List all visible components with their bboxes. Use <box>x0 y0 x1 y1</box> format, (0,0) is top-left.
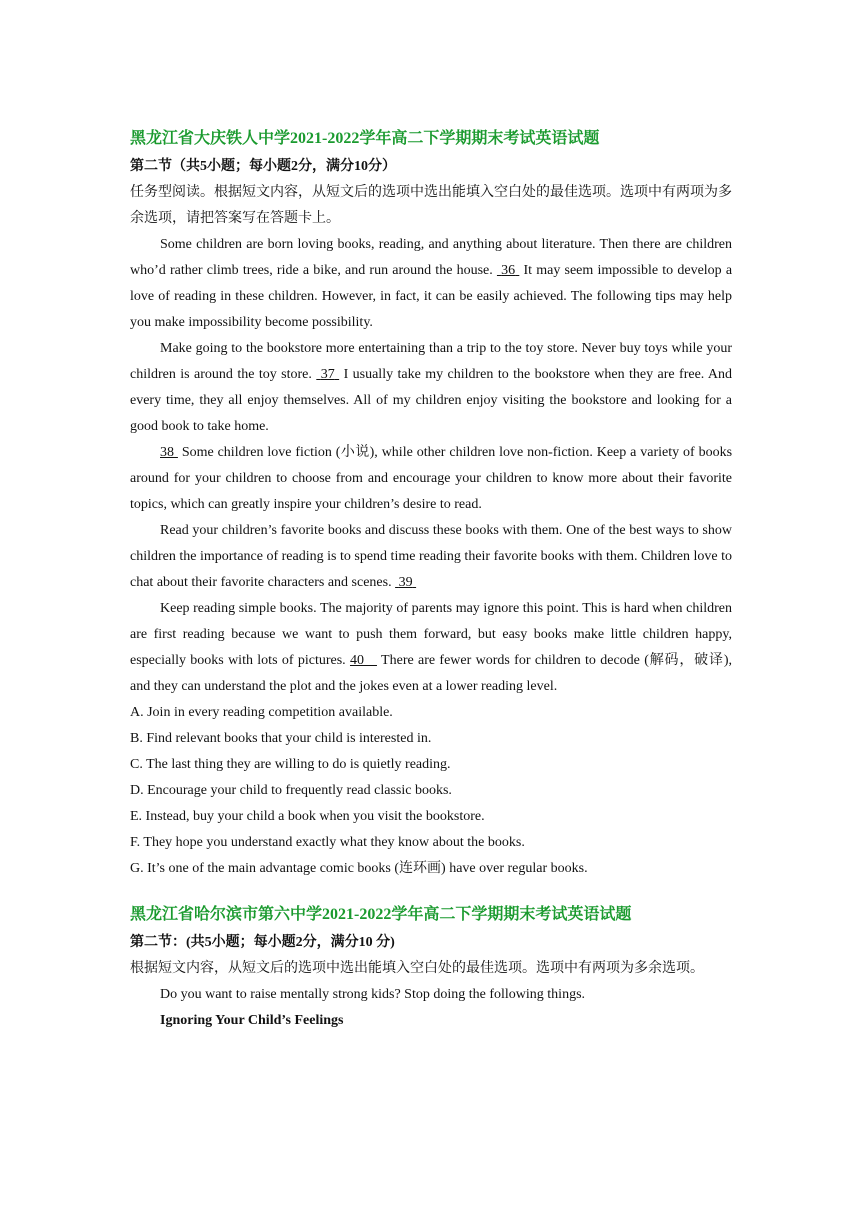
paragraph-text: It may seem impossible to develop a love of reading in these children. However, in fact, it can be easily achieved. The following tips may help you make impossibility become possibility. <box>130 263 733 330</box>
passage-paragraph-4 <box>130 518 732 596</box>
paragraph-text: Keep reading simple books. The majority of parents may ignore this point. This is hard when children are first reading because we want to push them forward, but easy books make little children happy, especially books with lots of pictures. <box>130 601 732 668</box>
section1-title: 黑龙江省大庆铁人中学2021-2022学年高二下学期期末考试英语试题 <box>130 130 600 147</box>
section2-subtitle: 第二节：(共5小题；每小题2分，满分10 分) <box>130 935 395 950</box>
section1-instructions: 任务型阅读。根据短文内容，从短文后的选项中选出能填入空白处的最佳选项。选项中有两项为多余选项，请把答案写在答题卡上。 <box>130 185 732 226</box>
paragraph-text: I usually take my children to the bookstore when they are free. And every time, they all enjoy themselves. All of my children enjoy visiting the bookstore and looking for a good book to take home. <box>130 367 733 434</box>
section2-heading-1: Ignoring Your Child’s Feelings <box>160 1013 344 1028</box>
section2-instructions: 根据短文内容，从短文后的选项中选出能填入空白处的最佳选项。选项中有两项为多余选项。 <box>130 961 704 976</box>
options-list <box>130 700 732 882</box>
blank-40: 40 <box>349 653 364 668</box>
paragraph-text: There are fewer words for children to decode (解码，破译), and they can understand the plot and the jokes even at a lower reading level. <box>130 653 732 694</box>
option-e: E. Instead, buy your child a book when you visit the bookstore. <box>130 809 485 824</box>
section2-paragraph-1: Do you want to raise mentally strong kids? Stop doing the following things. <box>160 987 586 1002</box>
paragraph-text: Make going to the bookstore more entertaining than a trip to the toy store. Never buy toys while your children is around the toy store. <box>130 341 732 382</box>
section-gap <box>130 882 732 904</box>
option-a: A. Join in every reading competition available. <box>130 705 393 720</box>
option-g: G. It’s one of the main advantage comic books (连环画) have over regular books. <box>130 861 588 876</box>
document-page <box>130 128 732 1034</box>
option-d: D. Encourage your child to frequently read classic books. <box>130 783 452 798</box>
section1-subtitle: 第二节（共5小题；每小题2分，满分10分） <box>130 159 396 174</box>
section2-title: 黑龙江省哈尔滨市第六中学2021-2022学年高二下学期期末考试英语试题 <box>130 906 632 923</box>
blank-39: 39 <box>398 575 413 590</box>
blank-36: 36 <box>501 263 516 278</box>
paragraph-text: Some children love fiction (小说), while other children love non-fiction. Keep a variety of books around for your children to choose from and encourage your children to know more about their favorite topics, which can greatly inspire your children’s desire to read. <box>130 445 733 512</box>
passage-paragraph-2 <box>130 336 732 440</box>
blank-37: 37 <box>320 367 335 382</box>
paragraph-text: Read your children’s favorite books and discuss these books with them. One of the best ways to show children the importance of reading is to spend time reading their favorite books with them. Children love to chat about their favorite characters and scenes. <box>130 523 732 590</box>
passage-paragraph-3 <box>130 440 732 518</box>
passage-paragraph-5 <box>130 596 732 700</box>
option-c: C. The last thing they are willing to do is quietly reading. <box>130 757 451 772</box>
option-f: F. They hope you understand exactly what they know about the books. <box>130 835 525 850</box>
blank-38: 38 <box>160 445 174 460</box>
paragraph-text: Some children are born loving books, reading, and anything about literature. Then there are children who’d rather climb trees, ride a bike, and run around the house. <box>130 237 732 278</box>
passage-paragraph-1 <box>130 232 732 336</box>
option-b: B. Find relevant books that your child is interested in. <box>130 731 432 746</box>
